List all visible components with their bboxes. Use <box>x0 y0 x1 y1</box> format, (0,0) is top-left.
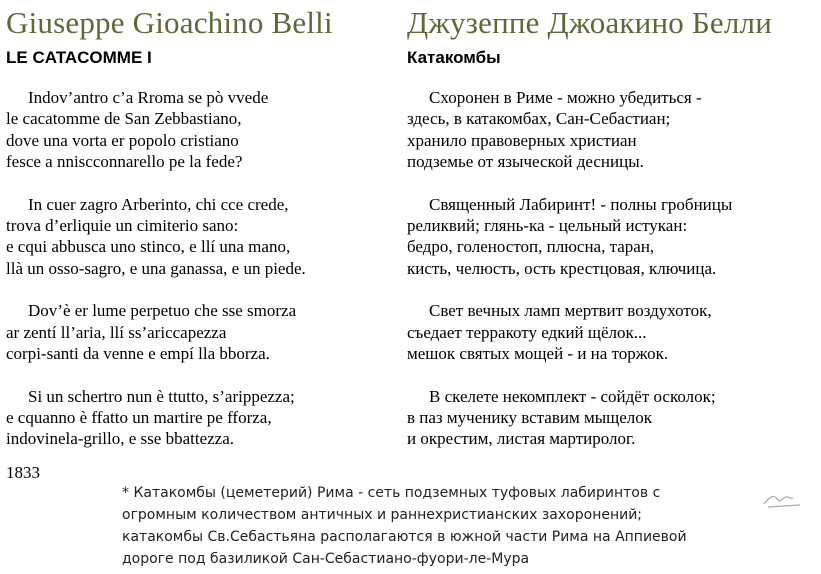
poem-line: здесь, в катакомбах, Сан-Себастиан; <box>407 109 671 129</box>
poem-line: съедает терракоту едкий щёлок... <box>407 322 647 342</box>
author-name-italian: Giuseppe Gioachino Belli <box>6 5 333 40</box>
stanza <box>407 300 817 364</box>
poem-line: e cqui abbusca uno stinco, e llí una mano, <box>6 237 291 257</box>
poem-title-russian: Катакомбы <box>407 48 501 67</box>
poem-title-italian: LE CATACOMME I <box>6 48 152 67</box>
year-label: 1833 <box>6 463 40 482</box>
poem-line: indovinela-grillo, e sse bbattezza. <box>6 429 234 449</box>
stanza <box>407 386 817 450</box>
footnote-line: катакомбы Св.Себастьяна располагаются в южной части Рима на Аппиевой <box>122 529 687 545</box>
poem-line: In cuer zagro Arberinto, chi cce crede, <box>28 194 289 214</box>
footnote <box>122 482 762 570</box>
poem-line: llà un osso-sagro, e una ganassa, e un piede. <box>6 258 306 278</box>
stanza <box>6 87 396 172</box>
footnote-line: дороге под базиликой Сан-Себастиано-фуори-ле-Мура <box>122 551 530 567</box>
poem-line: corpi-santi da venne e empí lla bborza. <box>6 343 270 363</box>
poem-line: dove una vorta er popolo cristiano <box>6 130 239 150</box>
poem-line: мешок святых мощей - и на торжок. <box>407 343 669 363</box>
poem-line: в паз мученику вставим мыщелок <box>407 408 653 428</box>
poem-line: Si un schertro nun è ttutto, s’arippezza; <box>28 386 295 406</box>
poem-italian <box>6 87 396 450</box>
poem-line: Indov’antro c’a Rroma se pò vvede <box>28 88 269 107</box>
russian-column <box>407 0 817 471</box>
signature-icon <box>760 490 808 512</box>
poem-line: ar zentí ll’aria, llí ss’ariccapezza <box>6 322 227 342</box>
poem-line: В скелете некомплект - сойдёт осколок; <box>429 386 716 406</box>
poem-line: бедро, голеностоп, плюсна, таран, <box>407 237 655 257</box>
footnote-line: огромным количеством античных и раннехристианских захоронений; <box>122 507 643 523</box>
stanza <box>6 300 396 364</box>
poem-line: реликвий; глянь-ка - цельный истукан: <box>407 215 688 235</box>
poem-line: хранило правоверных христиан <box>407 130 637 150</box>
italian-column <box>6 0 396 471</box>
stanza <box>407 194 817 279</box>
stanza <box>6 386 396 450</box>
poem-line: Священный Лабиринт! - полны гробницы <box>429 194 733 214</box>
poem-line: Схоронен в Риме - можно убедиться - <box>429 88 702 107</box>
poem-line: Dov’è er lume perpetuo che sse smorza <box>28 301 297 321</box>
poem-line: подземье от языческой десницы. <box>407 151 644 171</box>
stanza <box>407 87 817 172</box>
poem-russian <box>407 87 817 450</box>
footnote-line: * Катакомбы (цеметерий) Рима - сеть подземных туфовых лабиринтов с <box>122 485 661 501</box>
poem-line: кисть, челюсть, ость крестцовая, ключица. <box>407 258 717 278</box>
poem-line: и окрестим, листая мартиролог. <box>407 429 636 449</box>
author-name-russian: Джузеппе Джоакино Белли <box>407 5 772 40</box>
poem-line: trova d’erliquie un cimiterio sano: <box>6 215 239 235</box>
poem-line: fesce a nniscconnarello pe la fede? <box>6 151 243 171</box>
poem-line: le cacatomme de San Zebbastiano, <box>6 109 242 129</box>
poem-line: Свет вечных ламп мертвит воздухоток, <box>429 301 712 321</box>
stanza <box>6 194 396 279</box>
poem-line: e cquanno è ffatto un martire pe fforza, <box>6 408 272 428</box>
